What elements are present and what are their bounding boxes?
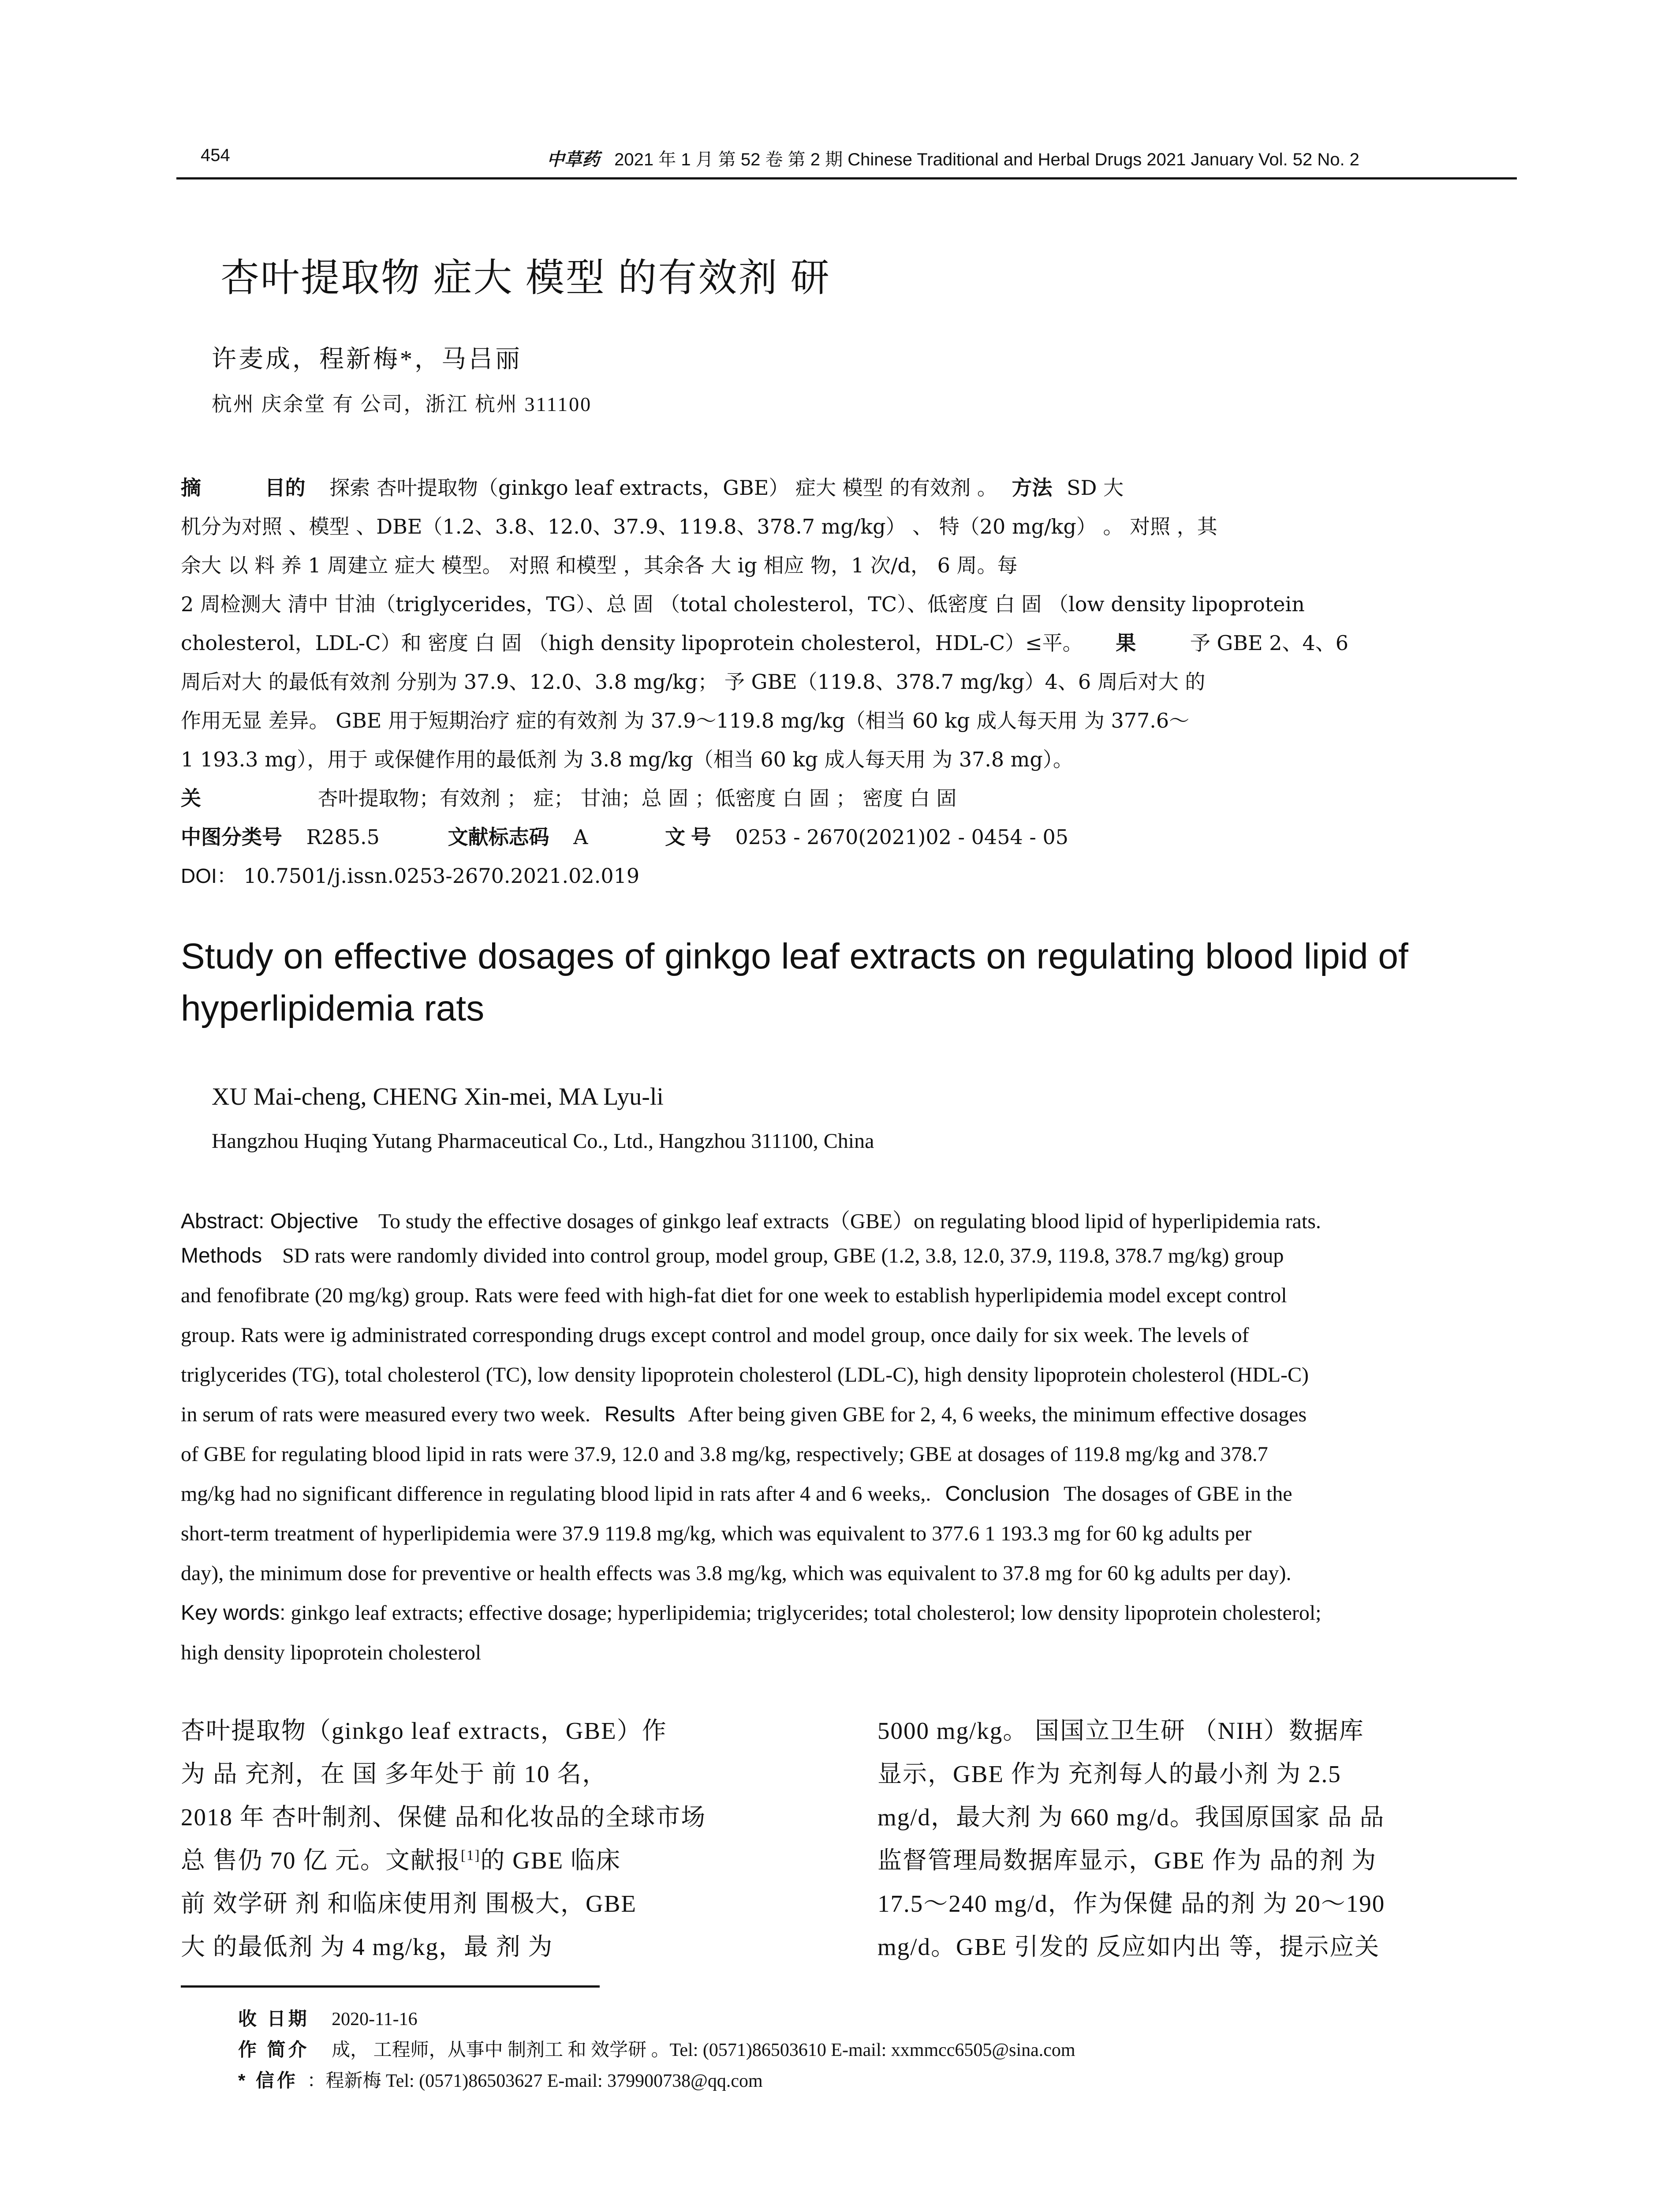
en-authors: XU Mai-cheng, CHENG Xin-mei, MA Lyu-li <box>212 1083 664 1110</box>
en-abstract-line: group. Rats were ig administrated corresponding drugs except control and model group, once daily for six week. The levels of <box>181 1323 1249 1347</box>
body-right-line: 监督管理局数据库显示，GBE 作为 品的剂 为 <box>877 1847 1377 1874</box>
en-abstract-text: mg/kg had no significant difference in regulating blood lipid in rats after 4 and 6 weeks,. <box>181 1482 931 1506</box>
cn-abstract-label: 摘 <box>181 476 201 499</box>
citation-ref[interactable]: [1] <box>461 1847 481 1864</box>
en-abstract-text: After being given GBE for 2, 4, 6 weeks, the minimum effective dosages <box>688 1403 1307 1426</box>
issue-text: 2021 年 1 月 第 52 卷 第 2 期 Chinese Traditional and Herbal Drugs 2021 January Vol. 52 No. 2 <box>614 150 1359 169</box>
en-abstract-text: To study the effective dosages of ginkgo leaf extracts（GBE）on regulating blood lipid of hyperlipidemia rats. <box>378 1210 1321 1233</box>
journal-issue-info <box>547 146 1359 171</box>
en-keywords: ginkgo leaf extracts; effective dosage; hyperlipidemia; triglycerides; total cholesterol; low density lipoprotein cholesterol; <box>291 1601 1322 1625</box>
en-abstract-line: and fenofibrate (20 mg/kg) group. Rats were feed with high-fat diet for one week to establish hyperlipidemia model except control <box>181 1284 1287 1307</box>
body-text: 总 售仍 70 亿 元。文献报 <box>181 1847 461 1874</box>
corresponding-label: * 信作 <box>238 2070 299 2091</box>
en-conclusion-label: Conclusion <box>945 1482 1050 1506</box>
cn-keywords-line <box>181 782 1517 811</box>
cn-abstract-text: 予 GBE 2、4、6 <box>1190 631 1349 655</box>
cn-abstract-text: 探索 杏叶提取物（ginkgo leaf extracts，GBE） 症大 模型 的有效剂 。 <box>329 476 997 500</box>
doi-line <box>181 860 1517 889</box>
body-text: 的 GBE 临床 <box>480 1847 621 1874</box>
cn-abstract-line: 作用无显 差异。 GBE 用于短期治疗 症的有效剂 为 37.9～119.8 mg/kg（相当 60 kg 成人每天用 为 377.6～ <box>181 709 1190 733</box>
en-keywords-line: high density lipoprotein cholesterol <box>181 1641 482 1664</box>
header-rule <box>176 177 1517 179</box>
en-abstract-line <box>181 1482 1517 1506</box>
author-info: 成， 工程师，从事中 制剂工 和 效学研 。Tel: (0571)86503610 E-mail: xxmmcc6505@sina.com <box>332 2040 1075 2060</box>
doi-value: 10.7501/j.issn.0253-2670.2021.02.019 <box>243 864 640 888</box>
cn-abstract-line: 余大 以 料 养 1 周建立 症大 模型。 对照 和模型 ，其余各 大 ig 相应 物，1 次/d， 6 周。每 <box>181 553 1018 577</box>
en-abstract-text: in serum of rats were measured every two week. <box>181 1403 590 1426</box>
cn-method-label: 方法 <box>1012 476 1053 499</box>
en-abstract-line: short-term treatment of hyperlipidemia were 37.9 119.8 mg/kg, which was equivalent to 377.6 1 193.3 mg for 60 kg adults per <box>181 1522 1252 1545</box>
body-right-line: 5000 mg/kg。 国国立卫生研 （NIH）数据库 <box>877 1717 1364 1744</box>
en-abstract-text: The dosages of GBE in the <box>1063 1482 1292 1506</box>
en-keywords-line <box>181 1601 1517 1625</box>
doi-label: DOI： <box>181 864 237 887</box>
body-right-line: 显示，GBE 作为 充剂每人的最小剂 为 2.5 <box>877 1760 1341 1787</box>
en-methods-label: Methods <box>181 1244 262 1267</box>
en-abstract-line <box>181 1244 1517 1268</box>
en-title: Study on effective dosages of ginkgo leaf extracts on regulating blood lipid of hyperlipidemia rats <box>181 936 1408 1028</box>
cn-keywords: 杏叶提取物；有效剂 ； 症； 甘油；总 固 ；低密度 白 固 ； 密度 白 固 <box>317 786 957 810</box>
en-abstract-label: Abstract: Objective <box>181 1210 358 1233</box>
article-no-label: 文 号 <box>665 826 711 848</box>
en-abstract-line: day), the minimum dose for preventive or health effects was 3.8 mg/kg, which was equivalent to 37.8 mg for 60 kg adults per day). <box>181 1562 1292 1585</box>
cn-keywords-label: 关 <box>181 787 201 810</box>
body-right-line: 17.5～240 mg/d，作为保健 品的剂 为 20～190 <box>877 1890 1385 1917</box>
cn-abstract-line: 机分为对照 、模型 、DBE（1.2、3.8、12.0、37.9、119.8、378.7 mg/kg） 、 特（20 mg/kg） 。 对照 ，其 <box>181 515 1217 538</box>
cn-abstract-line <box>181 472 1517 501</box>
cn-abstract-line <box>181 627 1517 656</box>
article-no-value: 0253 - 2670(2021)02 - 0454 - 05 <box>735 825 1069 849</box>
en-abstract-line <box>181 1204 1517 1234</box>
footnote-author <box>238 2035 1075 2062</box>
body-right-line: mg/d，最大剂 为 660 mg/d。我国原国家 品 品 <box>877 1804 1385 1831</box>
received-label: 收 日期 <box>238 2008 310 2029</box>
corresponding-info: ：程新梅 Tel: (0571)86503627 E-mail: 379900738@qq.com <box>307 2071 763 2091</box>
en-abstract-line <box>181 1402 1517 1427</box>
cn-abstract-text: SD 大 <box>1067 476 1124 500</box>
doc-code-value: A <box>573 825 588 849</box>
clc-label: 中图分类号 <box>181 826 282 848</box>
cn-authors: 许麦成，程新梅*，马吕丽 <box>212 346 522 373</box>
cn-affiliation: 杭州 庆余堂 有 公司，浙江 杭州 311100 <box>212 393 592 415</box>
cn-result-label: 果 <box>1116 632 1136 654</box>
clc-value: R285.5 <box>306 825 380 849</box>
cn-abstract-line: 2 周检测大 清中 甘油（triglycerides，TG）、总 固 （total cholesterol，TC）、低密度 白 固 （low density lipoprotein <box>181 592 1305 616</box>
cn-objective-label: 目的 <box>265 476 306 499</box>
running-header <box>176 141 1517 176</box>
en-abstract-line: triglycerides (TG), total cholesterol (TC), low density lipoprotein cholesterol (LDL-C), high density lipoprotein cholesterol (HDL-C) <box>181 1363 1309 1387</box>
doc-code-label: 文献标志码 <box>448 826 549 848</box>
en-results-label: Results <box>604 1403 676 1426</box>
en-abstract-text: SD rats were randomly divided into control group, model group, GBE (1.2, 3.8, 12.0, 37.9, 119.8, 378.7 mg/kg) group <box>282 1244 1284 1267</box>
cn-title: 杏叶提取物 症大 模型 的有效剂 研 <box>220 256 831 299</box>
en-keywords-label: Key words: <box>181 1601 286 1625</box>
received-date: 2020-11-16 <box>332 2009 418 2029</box>
page-number: 454 <box>201 146 230 165</box>
body-left-line <box>181 1841 820 1876</box>
footnote-received <box>238 2004 418 2031</box>
cn-abstract-line: 1 193.3 mg），用于 或保健作用的最低剂 为 3.8 mg/kg（相当 60 kg 成人每天用 为 37.8 mg）。 <box>181 747 1073 771</box>
body-right-line: mg/d。GBE 引发的 反应如内出 等，提示应关 <box>877 1933 1380 1960</box>
author-label: 作 简介 <box>238 2039 310 2060</box>
body-left-line: 杏叶提取物（ginkgo leaf extracts，GBE）作 <box>181 1717 667 1744</box>
body-left-line: 2018 年 杏叶制剂、保健 品和化妆品的全球市场 <box>181 1804 706 1831</box>
body-left-line: 为 品 充剂，在 国 多年处于 前 10 名， <box>181 1760 608 1787</box>
cn-abstract-line: 周后对大 的最低有效剂 分别为 37.9、12.0、3.8 mg/kg； 予 GBE（119.8、378.7 mg/kg）4、6 周后对大 的 <box>181 670 1206 694</box>
en-abstract-line: of GBE for regulating blood lipid in rats were 37.9, 12.0 and 3.8 mg/kg, respectively; GBE at dosages of 119.8 mg/kg and 378.7 <box>181 1443 1268 1466</box>
body-left-line: 前 效学研 剂 和临床使用剂 围极大，GBE <box>181 1890 637 1917</box>
footnote-rule <box>181 1985 600 1988</box>
cn-abstract-text: cholesterol，LDL-C）和 密度 白 固 （high density lipoprotein cholesterol，HDL-C）≤平。 <box>181 631 1083 655</box>
body-left-line: 大 的最低剂 为 4 mg/kg，最 剂 为 <box>181 1933 553 1960</box>
en-affiliation: Hangzhou Huqing Yutang Pharmaceutical Co., Ltd., Hangzhou 311100, China <box>212 1129 874 1153</box>
cn-classification-line <box>181 821 1517 850</box>
journal-logo: 中草药 <box>547 149 600 169</box>
footnote-corresponding <box>238 2066 763 2093</box>
